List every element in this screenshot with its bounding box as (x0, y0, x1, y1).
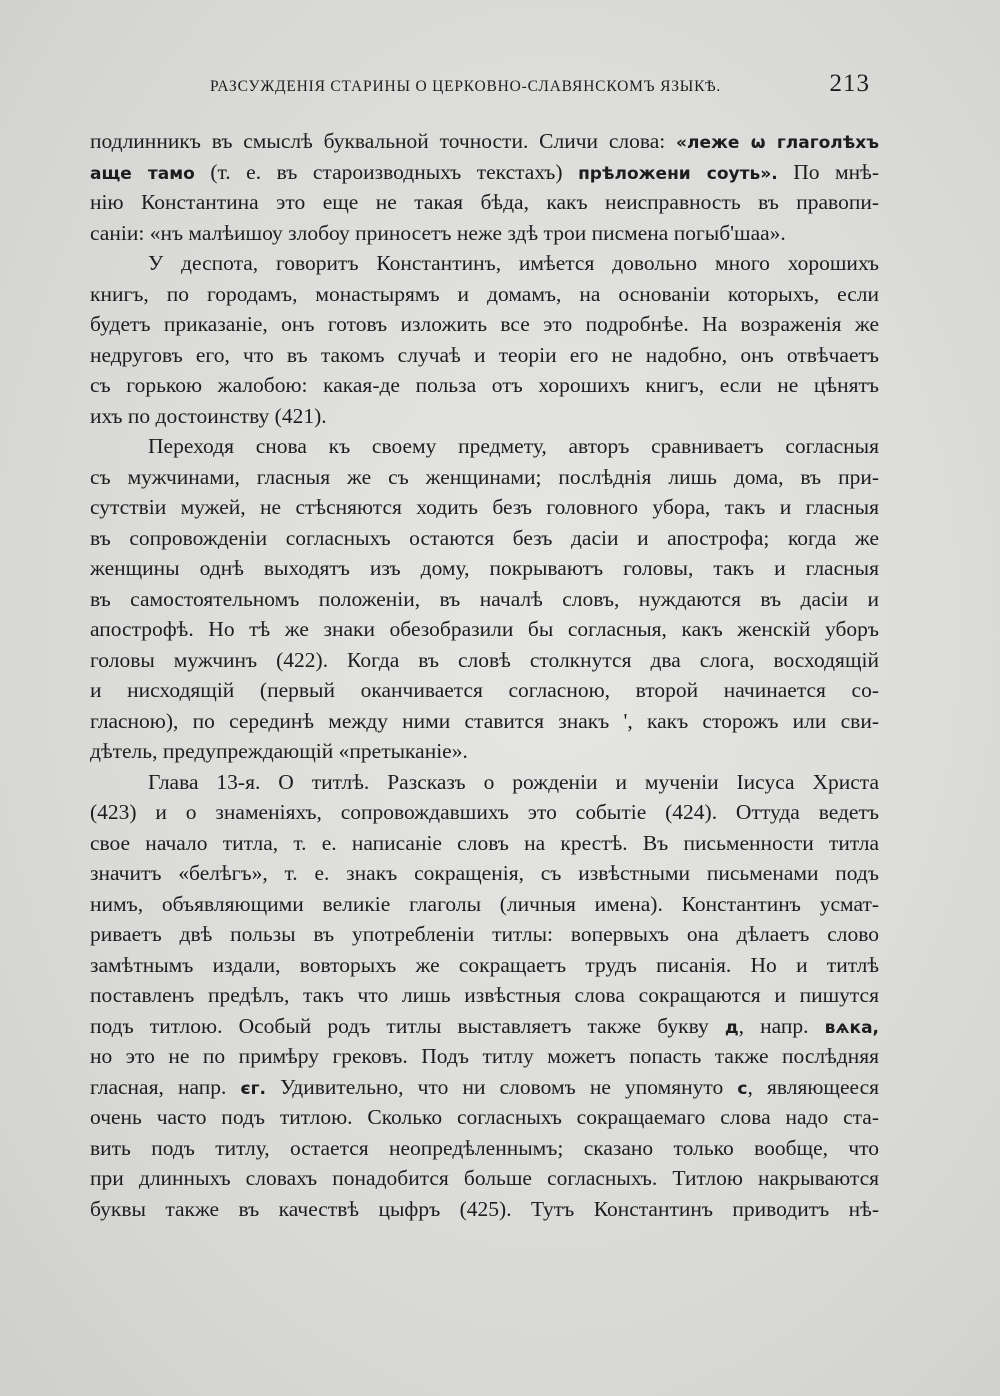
text-line (90, 1072, 879, 1103)
text-run: подъ титлою. Особый родъ титлы выставляетъ также букву (90, 1013, 725, 1038)
text-line (90, 157, 879, 188)
church-slavonic-quote: с (737, 1078, 748, 1099)
church-slavonic-quote: д (724, 1017, 739, 1038)
text-line (90, 980, 879, 1011)
text-run: очень часто подъ титлою. Сколько согласныхъ сокращаемаго слова надо ста- (90, 1105, 879, 1129)
text-run: апострофѣ. Но тѣ же знаки обезобразили бы согласныя, какъ женскій уборъ (90, 617, 879, 641)
church-slavonic-quote: єг. (240, 1078, 266, 1099)
text-run: недруговъ его, что въ такомъ случаѣ и теоріи его не надобно, онъ отвѣчаетъ (90, 342, 879, 367)
text-run: гласною), по серединѣ между ними ставится знакъ ', какъ сторожъ или сви- (90, 708, 879, 733)
text-line (90, 828, 879, 859)
page-number: 213 (829, 70, 870, 97)
text-line (90, 462, 879, 493)
text-run: , напр. (738, 1013, 825, 1038)
text-run: женщины однѣ выходятъ изъ дому, покрываютъ головы, такъ и гласныя (90, 556, 879, 580)
text-run: значитъ «белѣгъ», т. е. знакъ сокращенія, съ извѣстными письменами подъ (90, 861, 879, 885)
body-text (90, 126, 879, 1224)
text-line (90, 370, 879, 401)
text-run: гласная, напр. (90, 1074, 241, 1099)
church-slavonic-quote: вѧка, (824, 1017, 879, 1038)
text-run: книгъ, по городамъ, монастырямъ и домамъ, на основаніи которыхъ, если (90, 281, 879, 306)
text-run: вить подъ титлу, остается неопредѣленнымъ; сказано только вообще, что (90, 1135, 879, 1160)
text-run: въ сопровожденіи согласныхъ остаются безъ дасіи и апострофа; когда же (90, 525, 879, 550)
text-run: саніи: (90, 220, 150, 245)
text-run: Переходя снова къ своему предмету, авторъ сравниваетъ согласныя (148, 434, 879, 458)
text-run: Глава 13-я. О титлѣ. Разсказъ о рожденіи и мученіи Іисуса Христа (148, 769, 879, 794)
text-line (90, 340, 879, 371)
text-run: По мнѣ- (777, 159, 879, 184)
text-run: сутствіи мужей, не стѣсняются ходить безъ головного убора, такъ и гласныя (90, 495, 879, 519)
text-run: и нисходящій (первый оканчивается согласною, второй начинается со- (90, 678, 879, 702)
text-run: свое начало титла, т. е. написаніе словъ на крестѣ. Въ письменности титла (90, 830, 879, 855)
text-run: буквы также въ качествѣ цыфръ (425). Тутъ Константинъ приводитъ нѣ- (90, 1196, 879, 1221)
paragraph (90, 767, 879, 1225)
text-run: поставленъ предѣлъ, такъ что лишь извѣстныя слова сокращаются и пишутся (90, 983, 879, 1007)
text-run: подлинникъ въ смыслѣ буквальной точности. Сличи слова: (90, 129, 677, 153)
text-run: но это не по примѣру грековъ. Подъ титлу можетъ попасть также послѣдняя (90, 1044, 879, 1068)
church-slavonic-quote: «леже ѡ глаголѣхъ (676, 133, 879, 153)
text-line (90, 1133, 879, 1164)
text-line (90, 736, 879, 767)
text-line (90, 919, 879, 950)
text-line (90, 584, 879, 615)
text-run: нимъ, объявляющими великіе глаголы (личныя имена). Константинъ усмат- (90, 891, 879, 916)
text-run: (т. е. въ староизводныхъ текстахъ) (194, 159, 579, 184)
paragraph (90, 431, 879, 767)
text-line (90, 126, 879, 157)
text-run: нію Константина это еще не такая бѣда, какъ неисправность въ правопи- (90, 190, 879, 214)
text-line (90, 401, 879, 432)
text-run: съ горькою жалобою: какая-де польза отъ хорошихъ книгъ, если не цѣнятъ (90, 373, 879, 397)
text-line (90, 218, 879, 249)
text-line (90, 523, 879, 554)
text-run: У деспота, говоритъ Константинъ, имѣется довольно много хорошихъ (148, 251, 879, 275)
text-line (90, 431, 879, 462)
text-run: Удивительно, что ни словомъ не упомянуто (265, 1074, 738, 1099)
text-line (90, 1102, 879, 1133)
text-line (90, 1194, 879, 1225)
text-run: при длинныхъ словахъ понадобится больше согласныхъ. Титлою накрываются (90, 1166, 879, 1190)
text-run: замѣтнымъ издали, вовторыхъ же сокращаетъ трудъ писанія. Но и титлѣ (90, 952, 879, 977)
text-line (90, 797, 879, 828)
text-run: въ самостоятельномъ положеніи, въ началѣ словъ, нуждаются въ дасіи и (90, 586, 879, 611)
text-line (90, 889, 879, 920)
text-line (90, 858, 879, 889)
text-run: ихъ по достоинству (421). (90, 403, 327, 428)
text-run: съ мужчинами, гласныя же съ женщинами; послѣднія лишь дома, въ при- (90, 464, 879, 489)
paragraph (90, 248, 879, 431)
text-line (90, 675, 879, 706)
running-head (210, 70, 870, 104)
text-run: головы мужчинъ (422). Когда въ словѣ столкнутся два слога, восходящій (90, 647, 879, 672)
paragraph (90, 126, 879, 248)
text-line (90, 645, 879, 676)
text-line (90, 614, 879, 645)
text-line (90, 767, 879, 798)
text-line (90, 1041, 879, 1072)
text-line (90, 187, 879, 218)
text-run: «нъ малѣишоу злобоу приносетъ неже здѣ трои писмена погыб'шаа». (149, 220, 786, 245)
text-line (90, 706, 879, 737)
text-line (90, 492, 879, 523)
text-run: , являющееся (747, 1074, 880, 1099)
church-slavonic-quote: аще тамо (90, 163, 195, 184)
text-run: дѣтель, предупреждающій «претыканіе». (90, 739, 468, 763)
text-line (90, 1163, 879, 1194)
text-line (90, 248, 879, 279)
text-run: будетъ приказаніе, онъ готовъ изложить все это подробнѣе. На возраженія же (90, 312, 879, 336)
text-line (90, 279, 879, 310)
church-slavonic-quote: прѣложени соуть». (578, 163, 778, 184)
text-run: риваетъ двѣ пользы въ употребленіи титлы: вопервыхъ она дѣлаетъ слово (90, 922, 879, 946)
text-line (90, 950, 879, 981)
text-line (90, 1011, 879, 1042)
running-title: РАЗСУЖДЕНІЯ СТАРИНЫ О ЦЕРКОВНО-СЛАВЯНСКОМЪ ЯЗЫКѢ. (210, 78, 722, 95)
text-line (90, 553, 879, 584)
text-run: (423) и о знаменіяхъ, сопровождавшихъ это событіе (424). Оттуда ведетъ (90, 800, 879, 824)
text-line (90, 309, 879, 340)
